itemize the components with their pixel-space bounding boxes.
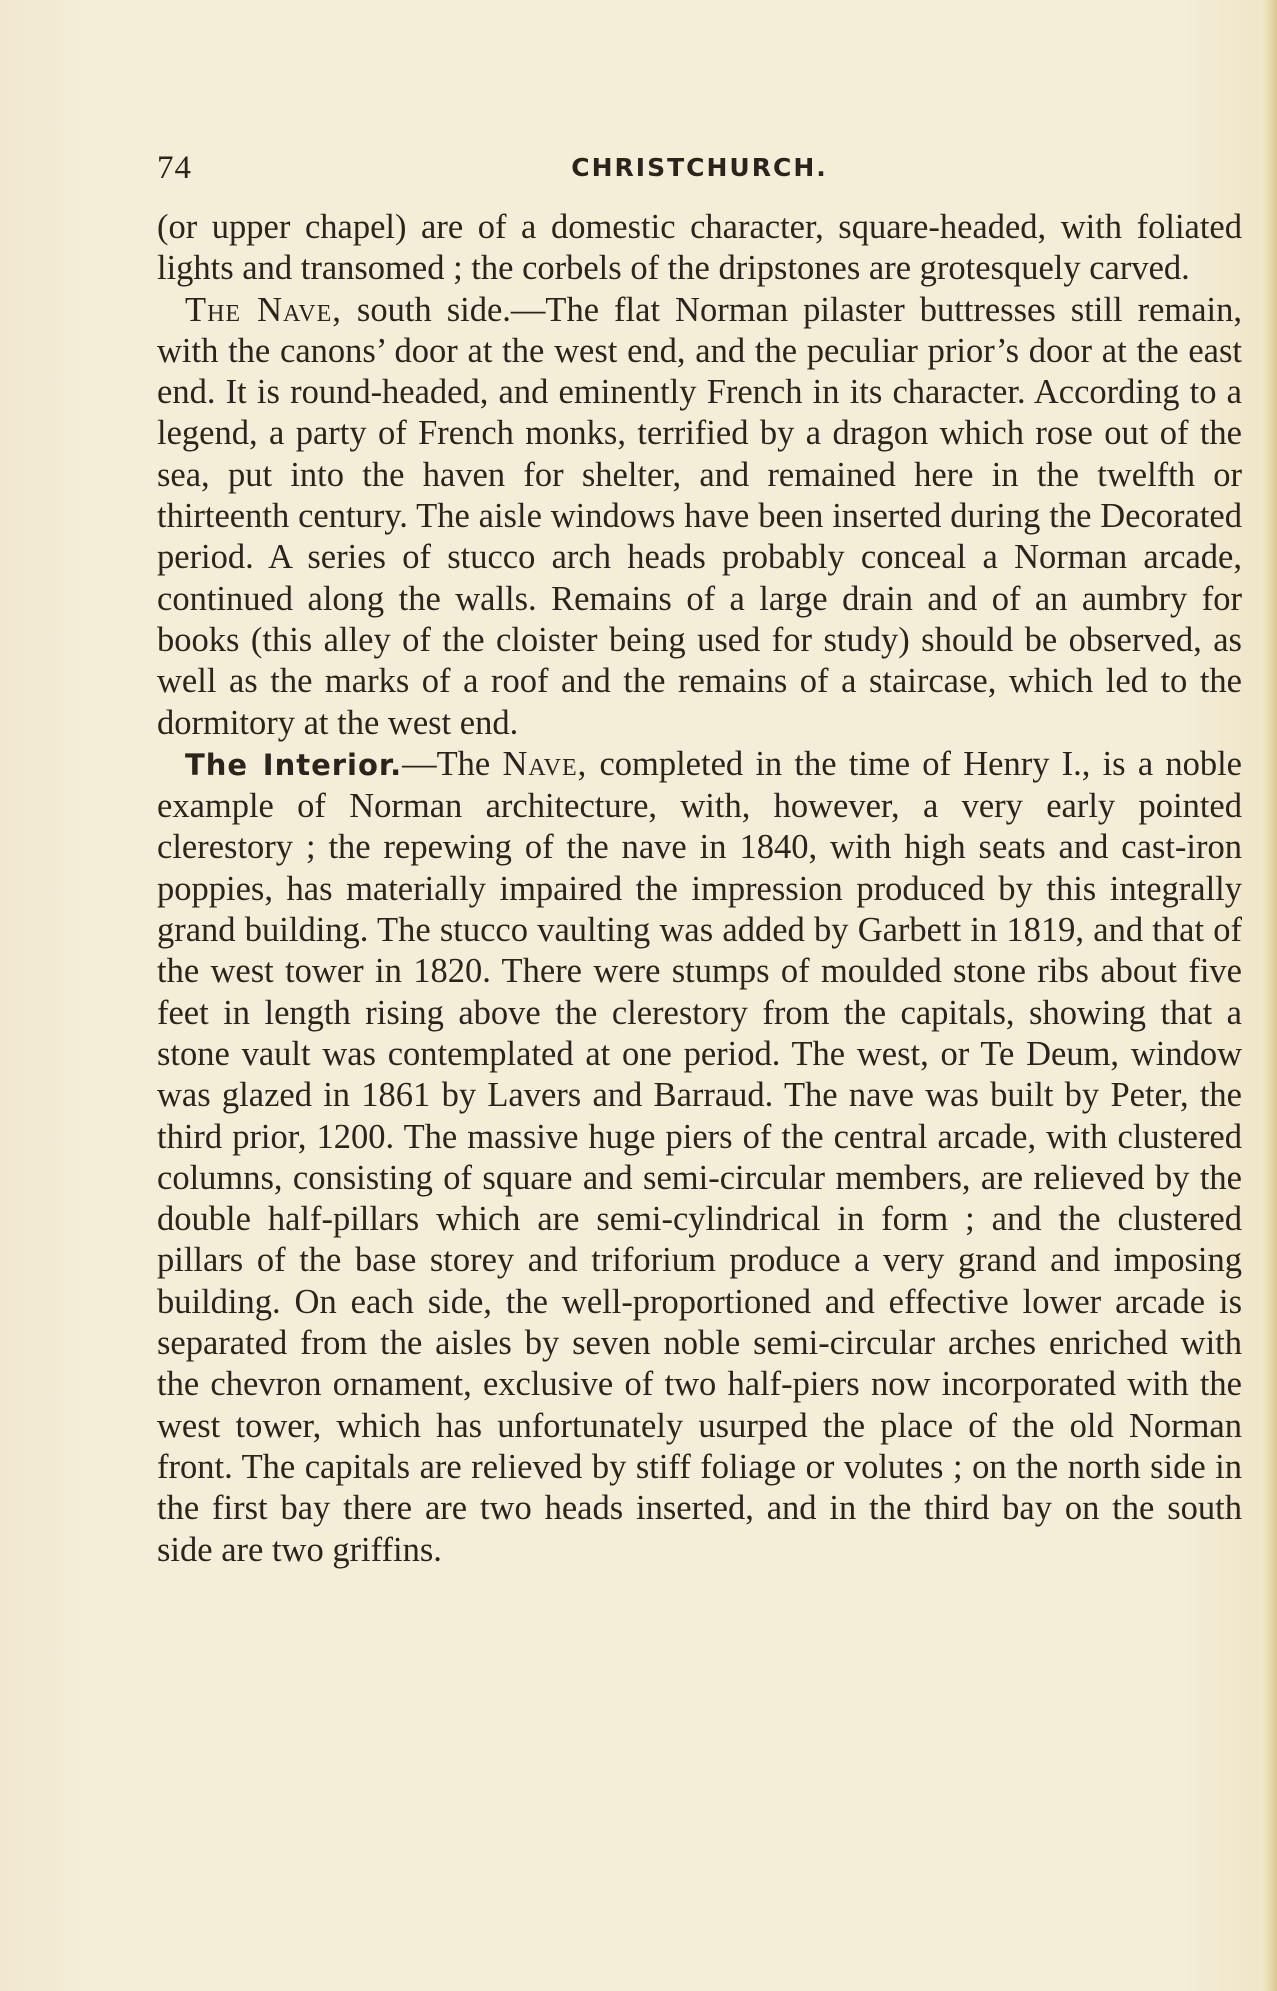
paragraph-interior	[157, 744, 1242, 1571]
section-heading-interior: The Interior.	[185, 747, 403, 782]
subheading-nave: Nave,	[502, 744, 588, 783]
paragraph-nave-south-side-text: south side.—The flat Norman pilaster buttresses still remain, with the canons’ door at the west end, and the peculiar prior’s door at the east end. It is round-headed, and eminently French in its character. According to a legend, a party of French monks, terrified by a dragon which rose out of the sea, put into the haven for shelter, and remained here in the twelfth or thirteenth century. The aisle windows have been inserted during the Decorated period. A series of stucco arch heads probably conceal a Norman arcade, continued along the walls. Remains of a large drain and of an aumbry for books (this alley of the cloister being used for study) should be observed, as well as the marks of a roof and the remains of a staircase, which led to the dormitory at the west end.	[157, 290, 1243, 742]
body-text	[157, 207, 1242, 1571]
page-number: 74	[157, 150, 192, 186]
page-header	[157, 148, 1242, 188]
page-edge-shadow	[1263, 0, 1277, 1991]
paragraph-upper-chapel: (or upper chapel) are of a domestic character, square-headed, with foliated lights and transomed ; the corbels of the dripstones are grotesquely carved.	[157, 208, 1242, 288]
heading-dash: —The	[402, 744, 503, 783]
paragraph-interior-text: completed in the time of Henry I., is a noble example of Norman architecture, with, however, a very early pointed clerestory ; the repewing of the nave in 1840, with high seats and cast-iron poppies, has materially impaired the impression produced by this integrally grand building. The stucco vaulting was added by Garbett in 1819, and that of the west tower in 1820. There were stumps of moulded stone ribs about five feet in length rising above the clerestory from the capitals, showing that a stone vault was contemplated at one period. The west, or Te Deum, window was glazed in 1861 by Lavers and Barraud. The nave was built by Peter, the third prior, 1200. The massive huge piers of the central arcade, with clustered columns, consisting of square and semi-circular members, are relieved by the double half-pillars which are semi-cylindrical in form ; and the clustered pillars of the base storey and triforium produce a very grand and imposing building. On each side, the well-proportioned and effective lower arcade is separated from the aisles by seven noble semi-circular arches enriched with the chevron ornament, exclusive of two half-piers now incorporated with the west tower, which has unfortunately usurped the place of the old Norman front. The capitals are relieved by stiff foliage or volutes ; on the north side in the first bay there are two heads inserted, and in the third bay on the south side are two griffins.	[157, 744, 1242, 1569]
running-title: CHRISTCHURCH.	[571, 153, 828, 182]
section-heading-nave: The Nave,	[185, 290, 342, 329]
paragraph-nave-south-side	[157, 290, 1242, 744]
